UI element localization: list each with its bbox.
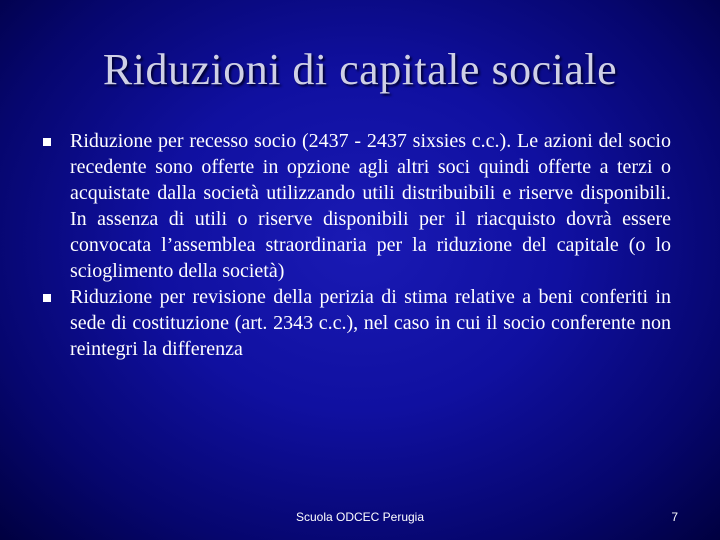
bullet-item <box>43 284 671 362</box>
page-number: 7 <box>671 510 678 524</box>
footer-text: Scuola ODCEC Perugia <box>295 510 425 524</box>
bullet-list <box>43 128 671 362</box>
bullet-item <box>43 128 671 284</box>
bullet-text: Riduzione per recesso socio (2437 - 2437 sixsies c.c.). Le azioni del socio recedente sono offerte in opzione agli altri soci quindi offerte a terzi o acquistate dalla società utilizzando utili distribuibili e riserve disponibili. In assenza di utili o riserve disponibili per il riacquisto dovrà essere convocata l’assemblea straordinaria per la riduzione del capitale (o lo scioglimento della società) <box>70 130 671 282</box>
slide-title: Riduzioni di capitale sociale <box>102 45 618 94</box>
square-bullet-icon <box>43 294 51 302</box>
square-bullet-icon <box>43 138 51 146</box>
bullet-text: Riduzione per revisione della perizia di stima relative a beni conferiti in sede di costituzione (art. 2343 c.c.), nel caso in cui il socio conferente non reintegri la differenza <box>70 286 671 360</box>
